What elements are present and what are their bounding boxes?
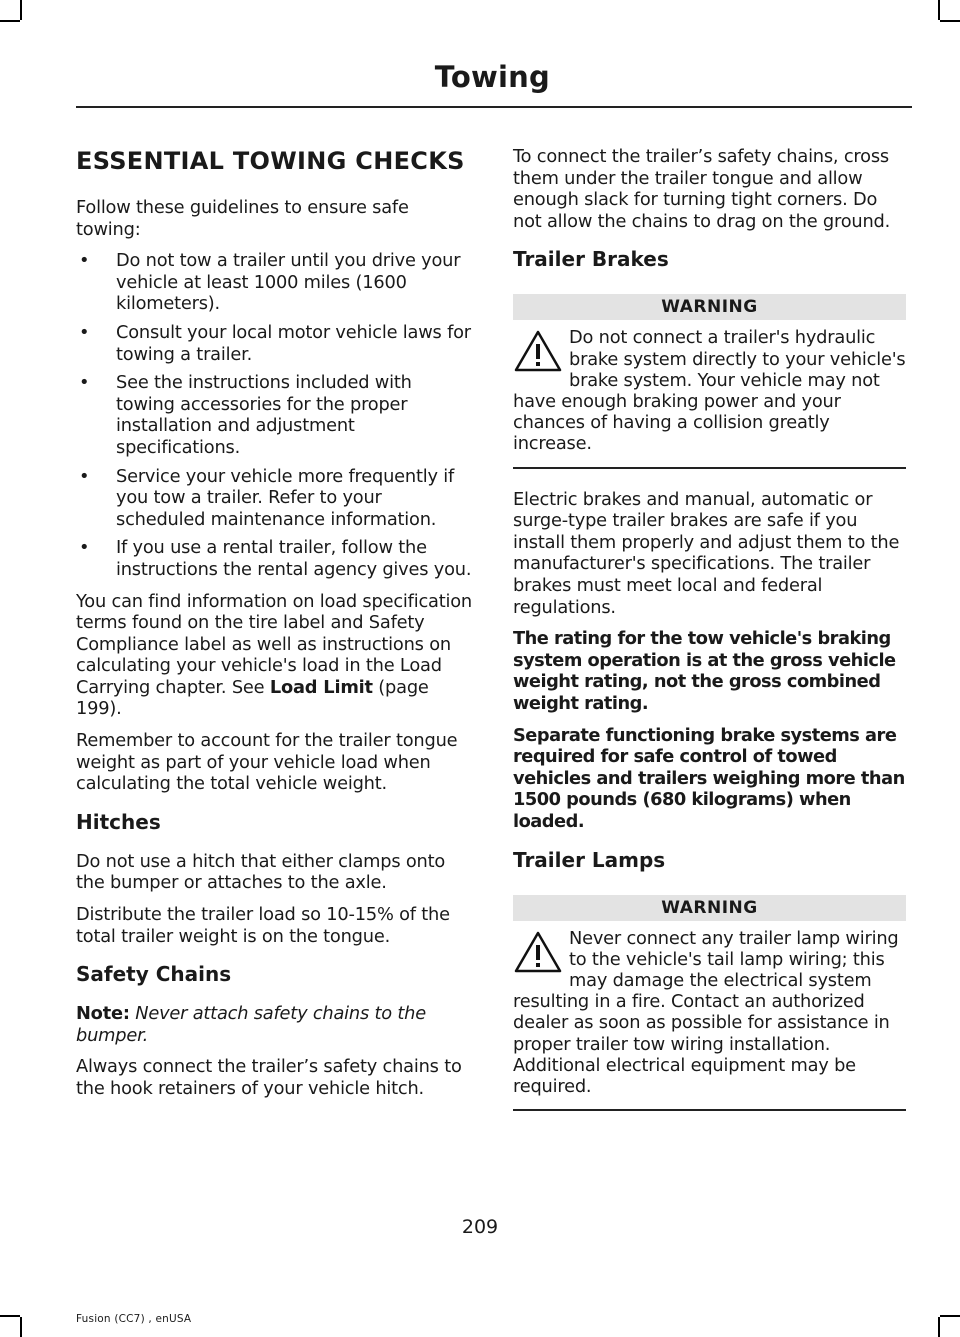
crop-mark bbox=[20, 1317, 22, 1337]
list-item: • Consult your local motor vehicle laws for towing a trailer. bbox=[76, 322, 474, 365]
hitches-heading: Hitches bbox=[76, 809, 161, 834]
crop-mark bbox=[20, 0, 22, 20]
distribute-paragraph: Distribute the trailer load so 10-15% of the total trailer weight is on the tongue. bbox=[76, 904, 450, 947]
footer-text: Fusion (CC7) , enUSA bbox=[76, 1313, 192, 1325]
warning-divider bbox=[513, 1109, 906, 1111]
trailer-lamps-heading: Trailer Lamps bbox=[513, 847, 666, 872]
crop-mark bbox=[940, 20, 960, 22]
braking-rating-paragraph: The rating for the tow vehicle's braking system operation is at the gross vehicle weight rating, not the gross combined weight rating. bbox=[513, 628, 896, 714]
chains-paragraph: Always connect the trailer’s safety chains to the hook retainers of your vehicle hitch. bbox=[76, 1056, 462, 1099]
warning-label: WARNING bbox=[513, 895, 906, 921]
remember-paragraph: Remember to account for the trailer tongue weight as part of your vehicle load when calculating the total vehicle weight. bbox=[76, 730, 458, 795]
hitches-paragraph: Do not use a hitch that either clamps onto the bumper or attaches to the axle. bbox=[76, 850, 446, 894]
note-text: Never attach safety chains to the bumper. bbox=[76, 1003, 426, 1046]
crop-mark bbox=[940, 1315, 960, 1317]
safety-chains-heading: Safety Chains bbox=[76, 962, 232, 987]
load-text: You can find information on load specification terms found on the tire label and Safety Compliance label as well as instructions on calculating your vehicle's load in the Load Carrying chapter. See bbox=[76, 590, 472, 698]
electric-brakes-paragraph: Electric brakes and manual, automatic or surge-type trailer brakes are safe if you install them properly and adjust them to the manufacturer's specifications. The trailer brakes must meet local and federal regulations. bbox=[513, 488, 900, 618]
intro-paragraph: Follow these guidelines to ensure safe towing: bbox=[76, 197, 409, 240]
brakes-warning bbox=[513, 294, 906, 468]
separate-brakes-paragraph: Separate functioning brake systems are required for safe control of towed vehicles and trailers weighing more than 1500 pounds (680 kilograms) when loaded. bbox=[513, 724, 905, 832]
right-column bbox=[513, 146, 906, 1131]
list-item: • See the instructions included with towing accessories for the proper installation and adjustment specifications. bbox=[76, 372, 474, 458]
warning-body bbox=[513, 327, 906, 454]
crop-mark bbox=[0, 1315, 20, 1317]
lamps-warning bbox=[513, 895, 906, 1112]
warning-label: WARNING bbox=[513, 294, 906, 320]
list-item: • If you use a rental trailer, follow the instructions the rental agency gives you. bbox=[76, 537, 474, 580]
warning-body bbox=[513, 928, 906, 1098]
load-limit-link[interactable]: Load Limit bbox=[269, 676, 373, 698]
warning-icon bbox=[513, 329, 563, 373]
section-heading: ESSENTIAL TOWING CHECKS bbox=[76, 147, 465, 175]
chains-cross-paragraph: To connect the trailer’s safety chains, cross them under the trailer tongue and allow enough slack for turning tight corners. Do not allow the chains to drag on the ground. bbox=[513, 146, 891, 232]
load-page-ref: (page 199). bbox=[76, 676, 429, 720]
warning-text: Never connect any trailer lamp wiring to the vehicle's tail lamp wiring; this may damage the electrical system resulting in a fire. Contact an authorized dealer as soon as possible for assistance in proper trailer tow wiring installation. Additional electrical equipment may be required. bbox=[513, 927, 899, 1097]
page-number: 209 bbox=[461, 1216, 499, 1238]
crop-mark bbox=[0, 20, 20, 22]
guidelines-list bbox=[76, 250, 474, 580]
note-label: Note: bbox=[76, 1003, 130, 1025]
page-title: Towing bbox=[434, 60, 550, 94]
trailer-brakes-heading: Trailer Brakes bbox=[513, 247, 669, 272]
load-paragraph bbox=[76, 591, 474, 721]
warning-icon bbox=[513, 930, 563, 974]
warning-divider bbox=[513, 467, 906, 469]
header-divider bbox=[76, 106, 912, 108]
crop-mark bbox=[938, 1317, 940, 1337]
note-paragraph bbox=[76, 1003, 474, 1046]
crop-mark bbox=[938, 0, 940, 20]
left-column bbox=[76, 146, 474, 1110]
list-item: • Do not tow a trailer until you drive your vehicle at least 1000 miles (1600 kilometers). bbox=[76, 250, 474, 315]
list-item: • Service your vehicle more frequently if you tow a trailer. Refer to your scheduled maintenance information. bbox=[76, 466, 474, 531]
warning-text: Do not connect a trailer's hydraulic brake system directly to your vehicle's brake system. Your vehicle may not have enough braking power and your chances of having a collision greatly increase. bbox=[513, 327, 906, 455]
